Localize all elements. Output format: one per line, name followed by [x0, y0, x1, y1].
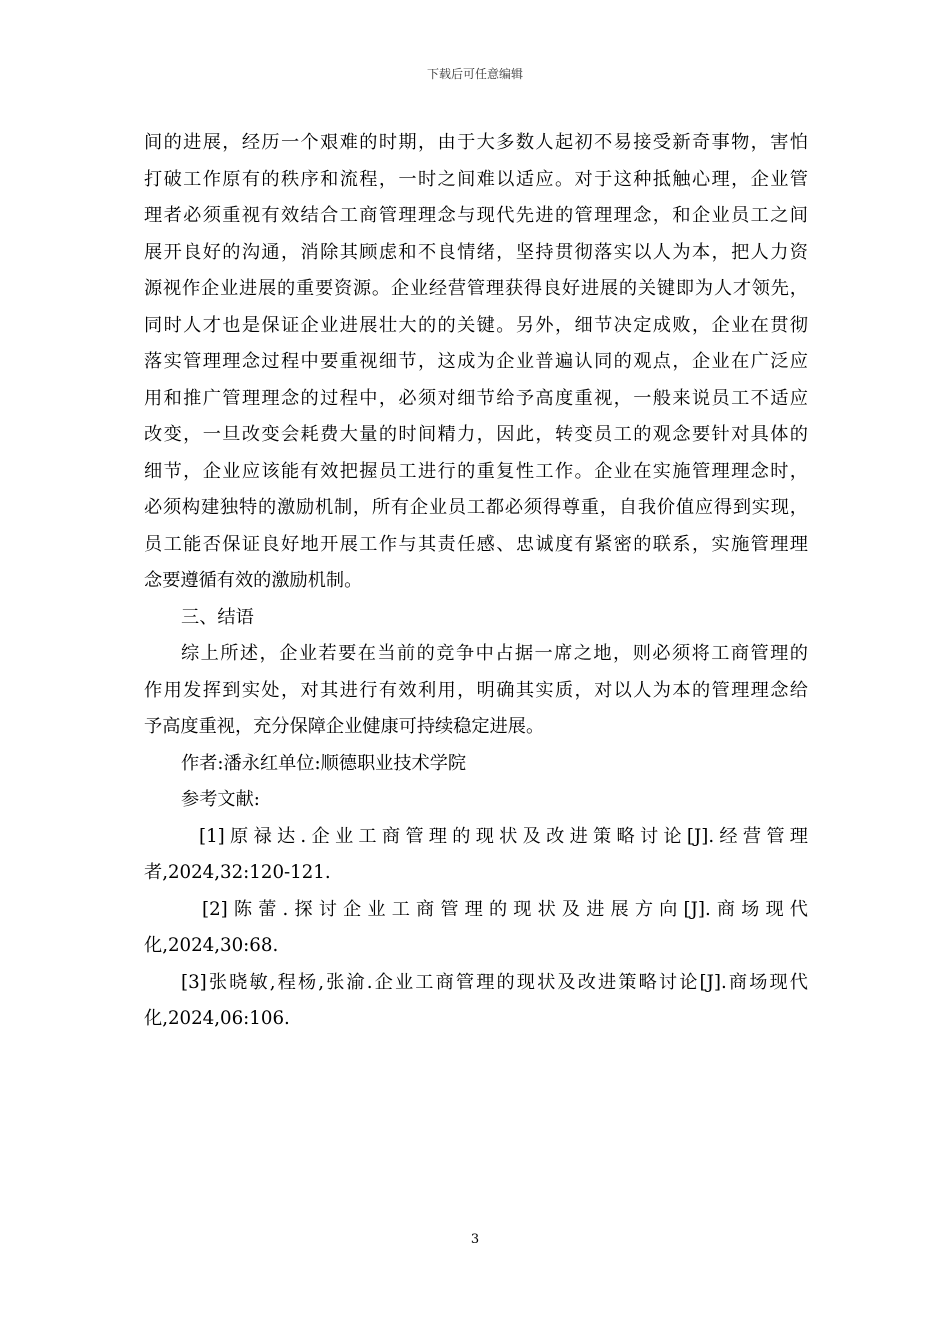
- section-heading: 三、结语: [181, 606, 254, 628]
- references-heading: 参考文献:: [181, 789, 260, 810]
- paragraph-line: 综上所述，企业若要在当前的竞争中占据一席之地，则必须将工商管理的: [181, 643, 808, 664]
- paragraph-line: 员工能否保证良好地开展工作与其责任感、忠诚度有紧密的联系，实施管理理: [144, 533, 808, 555]
- paragraph-line: 念要遵循有效的激励机制。: [144, 570, 363, 591]
- reference-item: [144, 819, 808, 892]
- paragraph-line: 展开良好的沟通，消除其顾虑和不良情绪，坚持贯彻落实以人为本，把人力资: [144, 241, 808, 263]
- reference-item: [144, 892, 808, 965]
- paragraph-line: 间的进展，经历一个艰难的时期，由于大多数人起初不易接受新奇事物，害怕: [144, 132, 808, 153]
- reference-line: 者,2024,32:120-121.: [144, 862, 331, 883]
- reference-line: [2]陈蕾.探讨企业工商管理的现状及进展方向[J].商场现代: [202, 898, 808, 920]
- paragraph-line: 落实管理理念过程中要重视细节，这成为企业普遍认同的观点，企业在广泛应: [144, 351, 808, 372]
- body-paragraph: [144, 125, 808, 600]
- page-number: 3: [470, 1232, 480, 1247]
- document-body: [144, 125, 808, 1038]
- reference-line: [1]原禄达.企业工商管理的现状及改进策略讨论[J].经营管理: [199, 825, 808, 847]
- reference-line: 化,2024,30:68.: [144, 935, 279, 956]
- paragraph-line: 同时人才也是保证企业进展壮大的的关键。另外，细节决定成败，企业在贯彻: [144, 314, 808, 336]
- reference-line: [3]张晓敏,程杨,张渝.企业工商管理的现状及改进策略讨论[J].商场现代: [181, 971, 808, 993]
- paragraph-line: 打破工作原有的秩序和流程，一时之间难以适应。对于这种抵触心理，企业管: [144, 168, 808, 190]
- page-header-note: 下载后可任意编辑: [426, 67, 523, 81]
- reference-item: [144, 965, 808, 1038]
- paragraph-line: 予高度重视，充分保障企业健康可持续稳定进展。: [144, 716, 545, 737]
- paragraph-line: 源视作企业进展的重要资源。企业经营管理获得良好进展的关键即为人才领先，: [144, 278, 808, 299]
- paragraph-line: 细节，企业应该能有效把握员工进行的重复性工作。企业在实施管理理念时，: [144, 460, 808, 482]
- reference-line: 化,2024,06:106.: [144, 1008, 290, 1029]
- author-line: 作者:潘永红单位:顺德职业技术学院: [181, 752, 467, 774]
- paragraph-line: 用和推广管理理念的过程中，必须对细节给予高度重视，一般来说员工不适应: [144, 387, 808, 409]
- conclusion-paragraph: [144, 636, 808, 746]
- paragraph-line: 改变，一旦改变会耗费大量的时间精力，因此，转变员工的观念要针对具体的: [144, 424, 808, 445]
- paragraph-line: 理者必须重视有效结合工商管理理念与现代先进的管理理念，和企业员工之间: [144, 205, 808, 226]
- paragraph-line: 必须构建独特的激励机制，所有企业员工都必须得尊重，自我价值应得到实现，: [144, 497, 808, 518]
- paragraph-line: 作用发挥到实处，对其进行有效利用，明确其实质，对以人为本的管理理念给: [144, 679, 808, 701]
